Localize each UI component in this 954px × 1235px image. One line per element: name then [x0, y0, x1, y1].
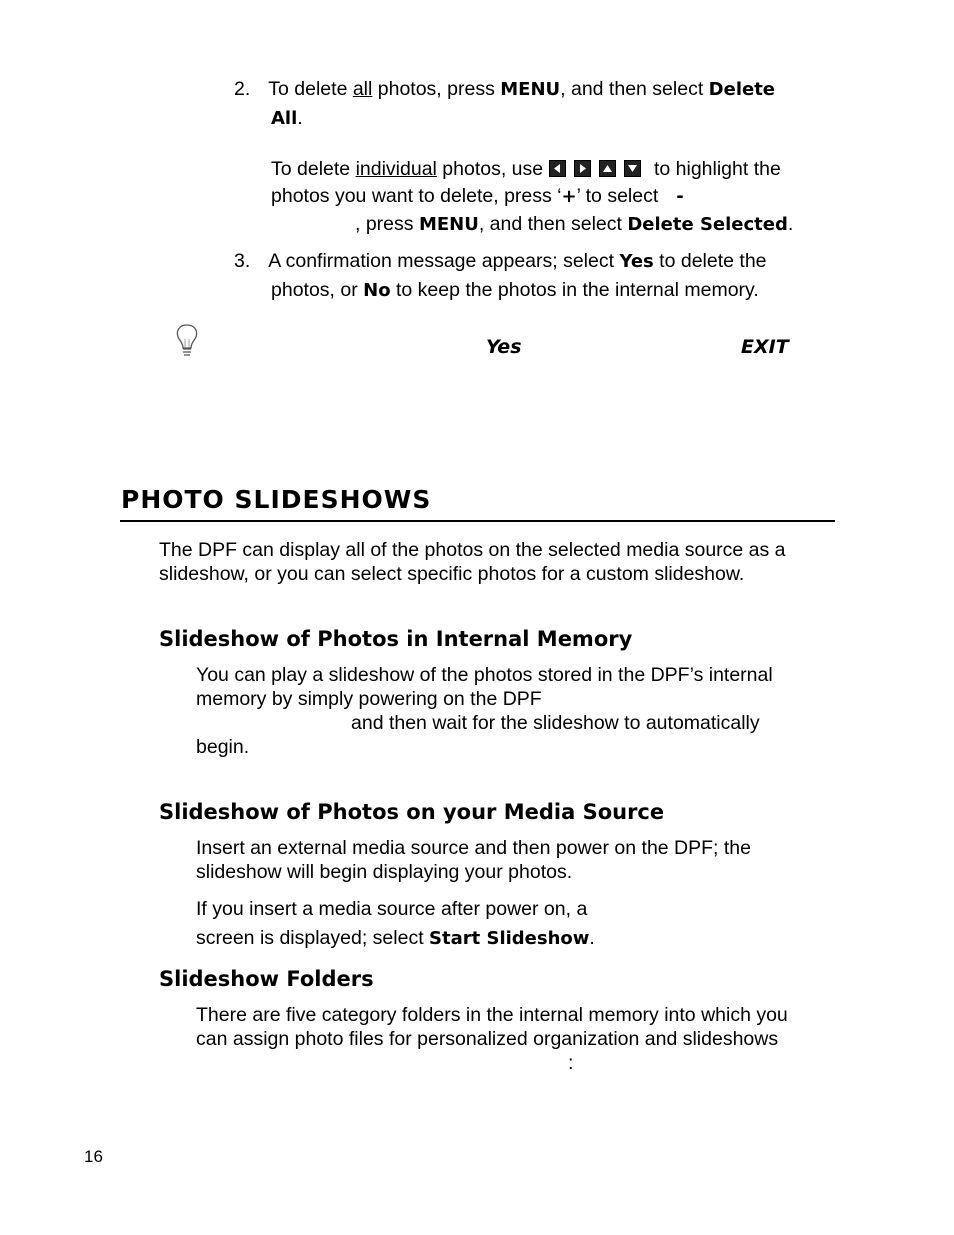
- right-arrow-key-icon: [574, 160, 591, 177]
- lightbulb-tip-icon: [174, 323, 200, 365]
- subsection-title: Slideshow of Photos in Internal Memory: [159, 627, 633, 651]
- left-arrow-key-icon: [549, 160, 566, 177]
- tip-exit-text: EXIT: [741, 336, 789, 358]
- text: Delete Selected: [627, 214, 788, 235]
- down-arrow-key-icon: [624, 160, 641, 177]
- text: to keep the photos in the internal memory.: [390, 279, 759, 301]
- paragraph-line: You can play a slideshow of the photos stored in the DPF’s internal: [196, 664, 773, 686]
- text: Delete: [708, 79, 776, 100]
- text: to highlight the: [648, 158, 781, 180]
- step-2-para-line-3: [355, 215, 793, 235]
- paragraph-line: [196, 929, 595, 949]
- text: ’ to select: [576, 185, 659, 207]
- up-arrow-key-icon: [599, 160, 616, 177]
- text: MENU: [500, 79, 561, 100]
- text: .: [297, 107, 303, 129]
- section-divider: [120, 520, 835, 522]
- section-title: PHOTO SLIDESHOWS: [121, 485, 432, 514]
- paragraph-line: :: [568, 1052, 574, 1074]
- subsection-title: Slideshow of Photos on your Media Source: [159, 800, 665, 824]
- text: MENU: [418, 214, 479, 235]
- text: Yes: [619, 251, 654, 272]
- page-number: 16: [84, 1147, 103, 1166]
- text: .: [589, 927, 595, 949]
- text: all: [352, 78, 373, 100]
- text: , and then select: [478, 213, 628, 235]
- paragraph-line: Insert an external media source and then power on the DPF; the: [196, 837, 751, 859]
- intro-line-2: slideshow, or you can select specific photos for a custom slideshow.: [159, 563, 745, 585]
- text: photos, use: [436, 158, 549, 180]
- paragraph-line: If you insert a media source after power on, a: [196, 898, 588, 920]
- text: photos, or: [271, 279, 364, 301]
- text: photos, press: [372, 78, 501, 100]
- text: +: [561, 186, 577, 207]
- step-3-line-1: [234, 252, 767, 272]
- text: to delete the: [653, 250, 767, 272]
- text: .: [787, 213, 794, 235]
- step-2-para-line-1: [271, 160, 781, 180]
- step-2-para-line-2: [271, 187, 684, 207]
- text: Start Slideshow: [429, 928, 590, 949]
- paragraph-line: memory by simply powering on the DPF: [196, 688, 542, 710]
- paragraph-line: There are five category folders in the internal memory into which you: [196, 1004, 788, 1026]
- text: photos you want to delete, press ‘: [271, 185, 562, 207]
- step-number: 3.: [234, 250, 251, 272]
- text: A confirmation message appears; select: [268, 250, 620, 272]
- text: screen is displayed; select: [196, 927, 430, 949]
- text: , press: [355, 213, 419, 235]
- paragraph-line: can assign photo files for personalized organization and slideshows: [196, 1028, 779, 1050]
- step-number: 2.: [234, 78, 251, 100]
- paragraph-line: and then wait for the slideshow to automatically: [351, 712, 760, 734]
- text: , and then select: [560, 78, 709, 100]
- text: All: [271, 108, 298, 129]
- paragraph-line: slideshow will begin displaying your photos.: [196, 861, 573, 883]
- intro-line-1: The DPF can display all of the photos on the selected media source as a: [159, 539, 786, 561]
- text: -: [676, 186, 684, 207]
- paragraph-line: begin.: [196, 736, 250, 758]
- step-2-line-1: [234, 80, 775, 100]
- text: To delete: [268, 78, 353, 100]
- text: To delete: [271, 158, 356, 180]
- subsection-title: Slideshow Folders: [159, 967, 374, 991]
- text: No: [363, 280, 391, 301]
- tip-yes-text: Yes: [486, 336, 522, 358]
- text: individual: [355, 158, 437, 180]
- step-3-line-2: [271, 281, 759, 301]
- step-2-line-2: [271, 109, 303, 129]
